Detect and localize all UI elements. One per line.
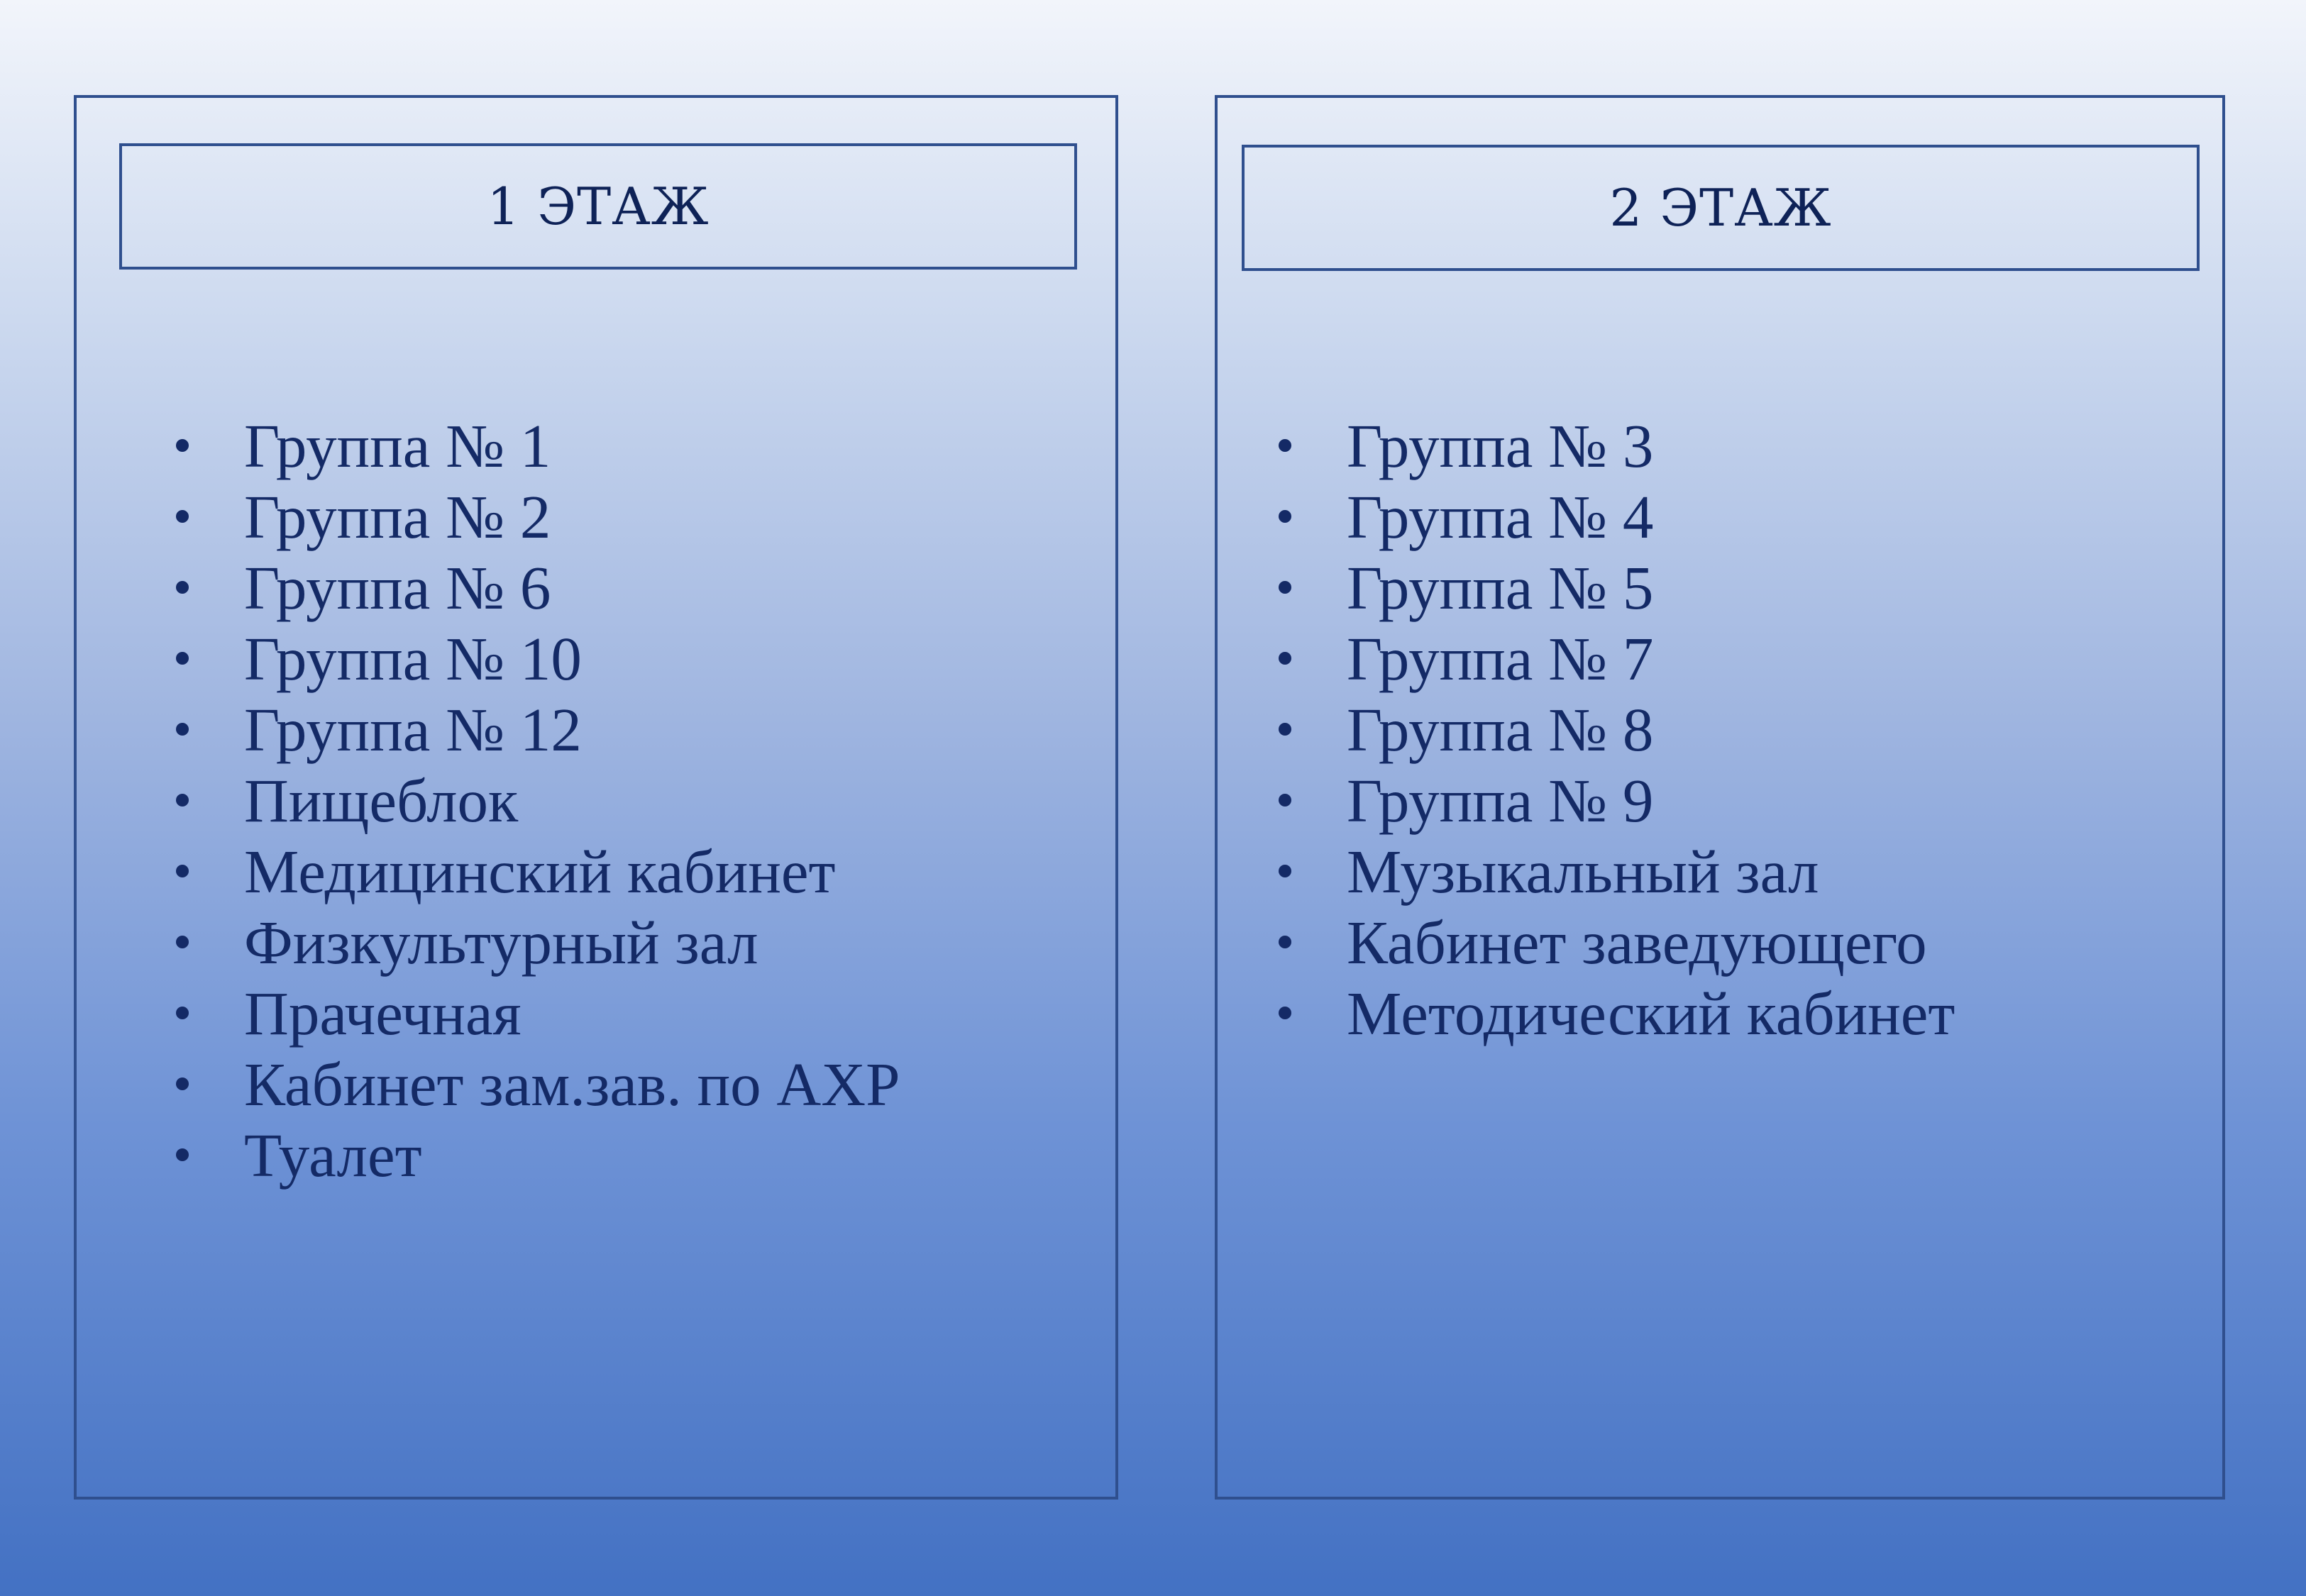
room-label: Кабинет зам.зав. по АХР bbox=[244, 1049, 900, 1119]
room-label: Кабинет заведующего bbox=[1347, 907, 1927, 977]
bullet-icon bbox=[1279, 581, 1291, 594]
floor-2-room-item bbox=[1279, 481, 1955, 552]
bullet-icon bbox=[1279, 1007, 1291, 1019]
floor-1-panel bbox=[74, 95, 1118, 1500]
room-label: Группа № 10 bbox=[244, 624, 582, 693]
room-label: Группа № 2 bbox=[244, 482, 551, 551]
bullet-icon bbox=[1279, 510, 1291, 523]
bullet-icon bbox=[176, 581, 189, 594]
floor-1-room-item bbox=[176, 977, 900, 1048]
floor-2-panel bbox=[1215, 95, 2225, 1500]
floor-2-room-item bbox=[1279, 977, 1955, 1048]
bullet-icon bbox=[1279, 865, 1291, 877]
bullet-icon bbox=[176, 1077, 189, 1090]
bullet-icon bbox=[1279, 439, 1291, 452]
room-label: Пищеблок bbox=[244, 765, 519, 835]
room-label: Группа № 4 bbox=[1347, 482, 1654, 551]
floor-1-room-item bbox=[176, 694, 900, 765]
bullet-icon bbox=[176, 510, 189, 523]
room-label: Методический кабинет bbox=[1347, 978, 1955, 1048]
floor-2-room-item bbox=[1279, 623, 1955, 694]
bullet-icon bbox=[176, 652, 189, 665]
bullet-icon bbox=[1279, 652, 1291, 665]
room-label: Медицинский кабинет bbox=[244, 836, 836, 906]
bullet-icon bbox=[176, 936, 189, 948]
floor-1-room-item bbox=[176, 1119, 900, 1190]
floor-2-title: 2 ЭТАЖ bbox=[1242, 145, 2200, 271]
bullet-icon bbox=[176, 439, 189, 452]
bullet-icon bbox=[1279, 794, 1291, 807]
bullet-icon bbox=[176, 794, 189, 807]
room-label: Физкультурный зал bbox=[244, 907, 758, 977]
floor-2-room-item bbox=[1279, 836, 1955, 907]
bullet-icon bbox=[176, 1148, 189, 1161]
room-label: Группа № 6 bbox=[244, 553, 551, 622]
bullet-icon bbox=[1279, 723, 1291, 736]
bullet-icon bbox=[176, 865, 189, 877]
bullet-icon bbox=[176, 723, 189, 736]
floor-2-room-item bbox=[1279, 552, 1955, 623]
floor-1-room-item bbox=[176, 907, 900, 977]
floor-1-title: 1 ЭТАЖ bbox=[119, 143, 1077, 270]
floor-2-room-item bbox=[1279, 694, 1955, 765]
room-label: Группа № 8 bbox=[1347, 694, 1654, 764]
floor-1-room-item bbox=[176, 836, 900, 907]
room-label: Туалет bbox=[244, 1120, 422, 1190]
bullet-icon bbox=[1279, 936, 1291, 948]
room-label: Прачечная bbox=[244, 978, 522, 1048]
room-label: Группа № 9 bbox=[1347, 765, 1654, 835]
floor-1-room-list bbox=[176, 410, 900, 1190]
floor-1-room-item bbox=[176, 481, 900, 552]
floor-1-room-item bbox=[176, 623, 900, 694]
room-label: Группа № 5 bbox=[1347, 553, 1654, 622]
floor-1-room-item bbox=[176, 765, 900, 836]
room-label: Музыкальный зал bbox=[1347, 836, 1819, 906]
room-label: Группа № 1 bbox=[244, 411, 551, 480]
floor-1-room-item bbox=[176, 410, 900, 481]
room-label: Группа № 7 bbox=[1347, 624, 1654, 693]
floor-2-room-item bbox=[1279, 410, 1955, 481]
bullet-icon bbox=[176, 1007, 189, 1019]
floor-1-room-item bbox=[176, 1048, 900, 1119]
room-label: Группа № 3 bbox=[1347, 411, 1654, 480]
floor-1-room-item bbox=[176, 552, 900, 623]
floor-2-room-item bbox=[1279, 765, 1955, 836]
room-label: Группа № 12 bbox=[244, 694, 582, 764]
floor-2-room-list bbox=[1279, 410, 1955, 1048]
floor-2-room-item bbox=[1279, 907, 1955, 977]
